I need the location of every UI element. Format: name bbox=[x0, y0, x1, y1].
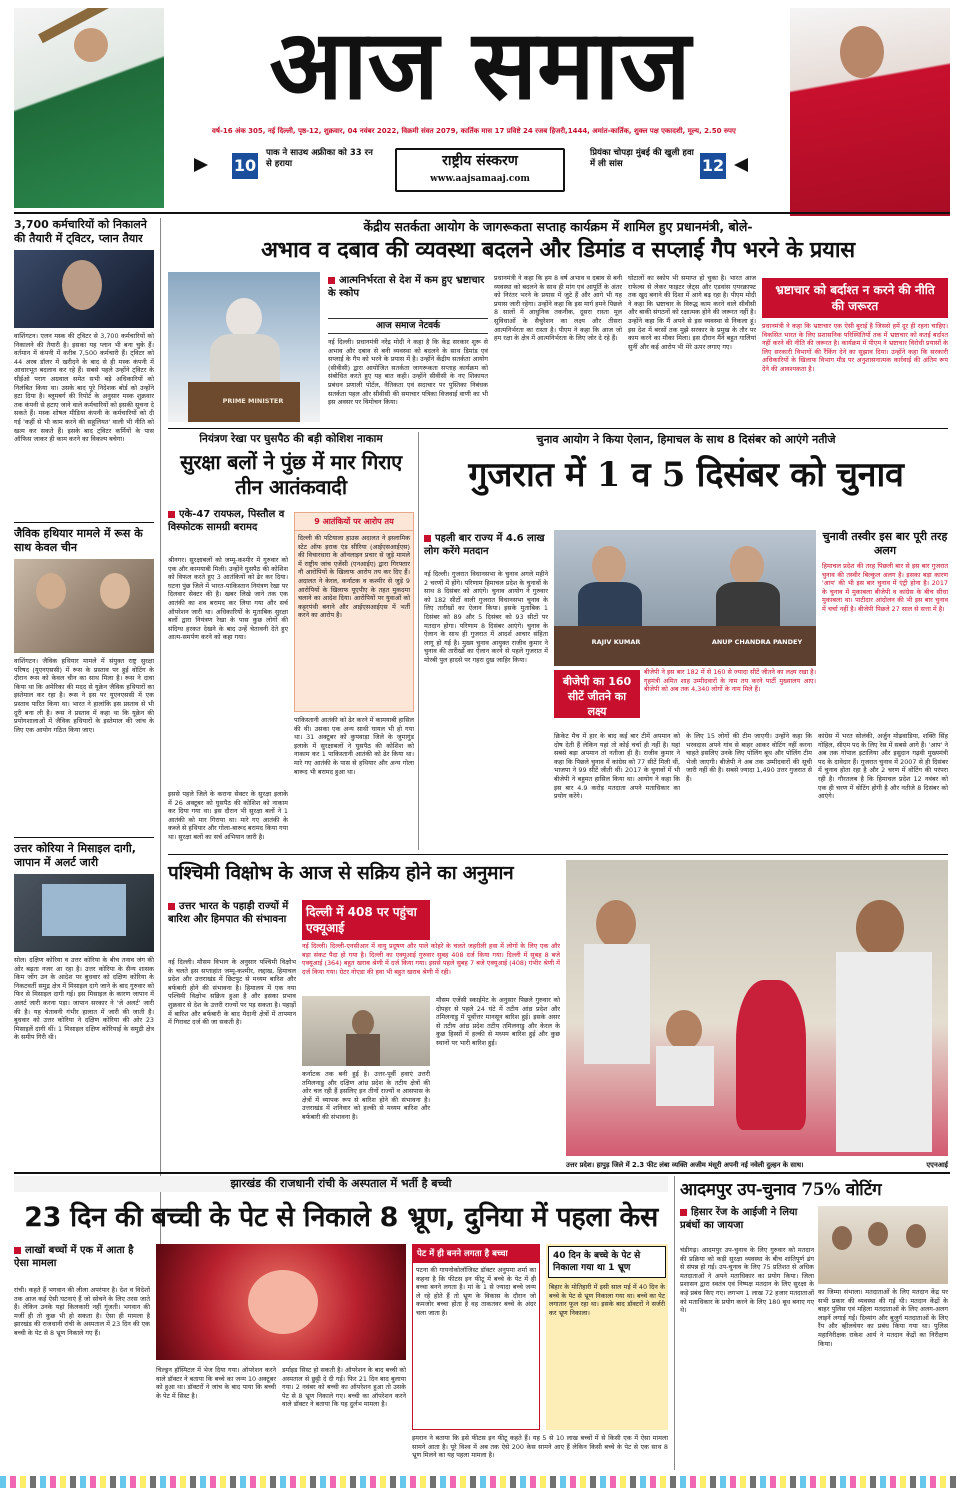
lead-body-2: प्रधानमंत्री ने कहा कि हम 8 वर्ष अभाव व दबाव से बनी व्यवस्था को बदलने के साथ ही मांग एवं आपूर्ति के अंतर को निरंतर भरने के प्रयास में जुटे हैं और आगे भी यह प्रयास जारी रहेगा। उन्होंने कहा कि इस मार्ग हमने पिछले 8 सालों में आधुनिक तकनीक, दूसरा रास्ता मूल सुविधाओं के सैचुरेशन का लक्ष्य और तीसरा आत्मनिर्भरता का रास्ता है। पीएम ने कहा कि आज जो हम रक्षा के क्षेत्र में आत्मनिर्भरता के लिए जोर दे रहे हैं। bbox=[494, 274, 622, 343]
aqi-body: नई दिल्ली। दिल्ली-एनसीआर में वायु प्रदूषण और पाले कोहरे के चलते जहरीली हवा में लोगों के लिए एक और बड़ा संकट पैदा हो गया है। दिल्ली का एक्यूआई गुरुवार सुबह 408 दर्ज किया गया। दिल्ली में सुबह 8 बजे एक्यूआई (364) बहुत खराब श्रेणी में दर्ज किया गया। इससे पहले सुबह 7 बजे एक्यूआई (408) गंभीर श्रेणी में दर्ज किया गया। ग्रेटर नोएडा की हवा भी बहुत खराब श्रेणी में रही। bbox=[302, 942, 560, 976]
bullet-square-icon bbox=[168, 511, 175, 518]
lead-body-3: घोटालों का स्कोप भी समाप्त हो चुका है। भारत आज राफेल्स से लेकर फाइटर जेट्स और एडवांस एयरक्राफ्ट तक खुद बनाने की दिशा में आगे बढ़ रहा है। पीएम मोदी ने कहा कि भ्रष्टाचार के विरुद्ध काम करने वाले सीवीसी और बाकी संगठनों को रक्षात्मक होने की जरूरत नहीं है। उन्होंने कहा कि मैं अपने से इस व्यवस्था से निकला हूं। इस देश में बरसों तक मुझे सरकार के प्रमुख के तौर पर काम करने का मौका मिला। इस दौरान मैंने बहुत गालियां सुनीं और कई आरोप भी मेरे ऊपर लगाए गए। bbox=[628, 274, 756, 351]
lead-headline: अभाव व दबाव की व्यवस्था बदलने और डिमांड व सप्लाई गैप भरने के प्रयास bbox=[261, 238, 855, 263]
bio-weapon-headline: जैविक हथियार मामले में रूस के साथ केवल चीन bbox=[14, 527, 143, 554]
bullet-square-icon bbox=[168, 903, 175, 910]
photo-label-2: ANUP CHANDRA PANDEY bbox=[711, 638, 803, 646]
gujarat-body-3: के लिए 15 लोगों की टीम जाएगी। उन्होंने कहा कि भरवदास अपने गांव से बाहर आकर वोटिंग नहीं करना चाहते इसलिए उनके लिए पोलिंग बूथ और पोलिंग टीम भेजी जाएगी। बीजेपी ने अब तक उम्मीदवारों की सूची जारी नहीं की है। सबसे ज्यादा 1,490 उत्तर गुजरात से हैं। bbox=[686, 732, 812, 783]
teaser-left[interactable] bbox=[190, 146, 380, 186]
ranchi-subhead: लाखों बच्चों में एक में आता है ऐसा मामला bbox=[14, 1245, 134, 1269]
photo-label-1: RAJIV KUMAR bbox=[591, 638, 641, 646]
adampur-body-2: का जिम्मा संभाला। मतदाताओं के लिए मतदान केंद्र पर सभी प्रकार की व्यवस्था की गई थी। मतदान केंद्रों के बाहर पुलिस एवं महिला मतदाताओं के लिए अलग-अलग लाइनें लगाई गईं। दिव्यांग और बुजुर्ग मतदाताओं के लिए रैंप और व्हीलचेयर का प्रबंध किया गया था। पुलिस महानिरीक्षक राकेश आर्य ने मतदान केंद्रों का निरीक्षण किया। bbox=[818, 1288, 948, 1348]
ranchi-body-3: डर्माइड सिस्ट हो सकती है। ऑपरेशन के बाद बच्ची को अस्पताल से छुट्टी दे दी गई। फिर 21 दिन बाद बुलाया गया। 2 नवंबर को बच्ची का ऑपरेशन हुआ तो उसके पेट से 8 भ्रूण निकाले गए। बच्ची का ऑपरेशन करने वाले डॉक्टर ने बताया कि यह दुर्लभ मामला है। bbox=[282, 1366, 406, 1409]
security-subhead: एके-47 रायफल, पिस्तौल व विस्फोटक सामग्री बरामद bbox=[168, 509, 285, 533]
weather-headline: पश्चिमी विक्षोभ के आज से सक्रिय होने का अनुमान bbox=[168, 862, 514, 884]
nia-box bbox=[294, 512, 414, 712]
ranchi-headline: 23 दिन की बच्ची के पेट से निकाले 8 भ्रूण, दुनिया में पहला केस bbox=[24, 1202, 658, 1233]
nia-box-title: 9 आतंकियों पर आरोप तय bbox=[295, 513, 413, 531]
lead-subhead: आत्मनिर्भरता से देश में कम हुए भ्रष्टाचार के स्कोप bbox=[328, 275, 485, 299]
security-body-2: इससे पहले जिले के कराना सेक्टर के सुरक्षा इलाके में 26 अक्टूबर को घुसपैठ की कोशिश को नाकाम कर दिया गया था। इस दौरान भी सुरक्षा बलों ने 1 आतंकी को मार गिराया था। मारे गए आतंकी के कब्जे से हथियार और गोला-बारूद बरामद किया गया था। सुरक्षा बलों का सर्च अभियान जारी है। bbox=[168, 790, 288, 841]
gujarat-body-1: नई दिल्ली। गुजरात विधानसभा के चुनाव अगले महीने 2 चरणों में होंगे। परिणाम हिमाचल प्रदेश के चुनावों के साथ 8 दिसंबर को आएंगे। चुनाव आयोग ने गुरुवार को 182 सीटों वाली गुजरात विधानसभा चुनाव के लिए तारीखों का ऐलान किया। इसके मुताबिक 1 दिसंबर को 89 और 5 दिसंबर को 93 सीटों पर मतदान होगा। परिणाम 8 दिसंबर आएंगे। चुनाव के ऐलान के साथ ही गुजरात में आदर्श आचार संहिता लागू हो गई है। मुख्य चुनाव आयुक्त राजीव कुमार ने चुनाव की तारीखों का ऐलान करने से पहले गुजरात में मोरबी पुल हादसे पर गहरा दुख जाहिर किया। bbox=[424, 570, 548, 664]
edition-box bbox=[395, 148, 565, 192]
nia-box-body: दिल्ली की पटियाला हाउस अदालत ने इस्लामिक स्टेट ऑफ इराक एंड सीरिया (आईएसआईएस) की विचारधारा के ऑनलाइन प्रचार से जुड़े मामले में राष्ट्रीय जांच एजेंसी (एनआईए) द्वारा गिरफ्तार नौ आरोपियों के खिलाफ आरोप तय कर दिए हैं। अदालत ने केरल, कर्नाटक व कश्मीर से जुड़े 9 आरोपियों के खिलाफ यूएपीए के तहत मुकदमा चलाने का आदेश दिया। आरोपियों पर युवाओं को कट्टरपंथी बनाने और आईएसआईएस में भर्ती करने का आरोप है। bbox=[298, 534, 410, 620]
gujarat-body-2: क्रिकेट मैच में हार के बाद कई बार टीमें अपमान को दोष देती हैं लेकिन यहां तो कोई चर्चा ही नहीं है। यहां सबसे बड़ा अपमान तो नतीजा ही है। राजीव कुमार ने कहा कि पिछले चुनाव में कांग्रेस को 77 सीटें मिली थीं, भाजपा ने 99 सीटें जीती थीं। 2017 के चुनावों में भी बीजेपी ने बहुमत हासिल किया था। आयोग ने कहा कि इस बार 4.9 करोड़ मतदाता अपने मताधिकार का प्रयोग करेंगे। bbox=[554, 732, 680, 801]
pm-modi-photo bbox=[168, 272, 320, 422]
actress-photo bbox=[790, 8, 950, 216]
gujarat-headline: गुजरात में 1 व 5 दिसंबर को चुनाव bbox=[468, 455, 904, 495]
weather-body-1: नई दिल्ली। मौसम विभाग के अनुसार पश्चिमी विक्षोभ के चलते इस सप्ताहांत जम्मू-कश्मीर, लद्दाख, हिमाचल प्रदेश और उत्तराखंड में छिटपुट से मध्यम बारिश और बर्फबारी होने की संभावना है। हिमालय में एक नया पश्चिमी विक्षोभ सक्रिय हुआ है और इसका प्रभाव शुक्रवार से देश के उत्तरी राज्यों पर पड़ सकता है। पहाड़ों में बारिश और बर्फबारी के बाद मैदानी क्षेत्रों में तापमान में गिरावट दर्ज की जा सकती है। bbox=[168, 958, 296, 1027]
teaser-right-text: प्रियंका चोपड़ा मुंबई की खुली हवा में ली सांस bbox=[590, 148, 694, 169]
weather-body-2: कर्नाटक तक बनी हुई है। उत्तर-पूर्वी हवाएं उत्तरी तमिलनाडु और दक्षिण आंध्र प्रदेश के तटीय क्षेत्रों की ओर चल रही हैं इसलिए इन तीनों राज्यों व आसपास के क्षेत्रों में व्यापक रूप से बारिश होने की संभावना है। उत्तराखंड में शनिवार को हल्की से मध्यम बारिश और बर्फबारी की संभावना है। bbox=[302, 1070, 430, 1121]
wedding-photo bbox=[566, 860, 948, 1156]
lead-body-1: नई दिल्ली। प्रधानमंत्री नरेंद्र मोदी ने कहा है कि केंद्र सरकार शुरू से अभाव और दबाव से बनी व्यवस्था को बदलने के साथ डिमांड एवं सप्लाई के गैप को भरने के प्रयास में है। उन्होंने केंद्रीय सतर्कता आयोग (सीवीसी) द्वारा आयोजित सतर्कता जागरूकता सप्ताह कार्यक्रम को संबोधित करते हुए यह बात कही। उन्होंने सीवीसी के नए शिकायत प्रबंधन प्रणाली पोर्टल, नैतिकता एवं सदाचार पर पुस्तिका निबंधक सतर्कता पहल और सीवीसी की समाचार पत्रिका विजवाई वाणी का भी इस अवसर पर विमोचन किया। bbox=[328, 338, 488, 407]
corruption-sidebar bbox=[762, 278, 948, 422]
adampur-subhead: हिसार रेंज के आईजी ने लिया प्रबंधों का जायजा bbox=[680, 1207, 798, 1231]
teaser-left-text: पाक ने साउथ अफ्रीका को 33 रन से हराया bbox=[266, 148, 373, 169]
wedding-photo-caption: उत्तर प्रदेश। हापुड़ जिले में 2.3 फीट लंबा व्यक्ति अजीम मंसूरी अपनी नई नवेली दुल्हन के साथ। bbox=[566, 1161, 804, 1169]
masthead-rule bbox=[14, 212, 950, 214]
korea-body: सोल। दक्षिण कोरिया व उत्तर कोरिया के बीच तनाव जंग की ओर बढ़ता नजर आ रहा है। उत्तर कोरिया के सैन्य शासक किम जोंग उन के आदेश पर बुधवार को दक्षिण कोरिया के निकटवर्ती समुद्र क्षेत्र में मिसाइल दागे जाने के बाद गुरुवार को फिर से मिसाइल दागी गई। इस मिसाइल के कारण जापान में अलर्ट जारी करना पड़ा। जापान सरकार ने 'जे अलर्ट' जारी की है। यह चेतावनी गंभीर हालात में जारी की जाती है। बुधवार को उत्तर कोरिया ने दक्षिण कोरिया की ओर 23 मिसाइलें दागी थीं। 1 मिसाइल दक्षिण कोरियाई के समुद्री क्षेत्र के समीप गिरी थी। bbox=[14, 956, 154, 1042]
putin-xi-photo bbox=[14, 559, 154, 653]
teaser-left-page: 10 bbox=[232, 153, 258, 179]
bjp-target-box: बीजेपी का 160 सीटें जीतने का लक्ष्य bbox=[554, 670, 640, 718]
wedding-photo-credit: एएनआई bbox=[926, 1161, 948, 1169]
twitter-body: वाशिंगटन। एलन मस्क की ट्विटर से 3,700 कर्मचारियों को निकालने की तैयारी है। इसका यह प्लान भी बना चुके हैं। वर्तमान में कंपनी में करीब 7,500 कर्मचारी हैं। ट्विटर को 44 अरब डॉलर में खरीदने के बाद से ही मस्क कंपनी में आधारभूत बदलाव कर रहे हैं। सबसे पहले उन्होंने ट्विटर के सीईओ पराग अग्रवाल समेत सभी बड़े अधिकारियों को निलंबित किया था। उसके बाद पूरे निदेशक बोर्ड को उन्होंने हटा दिया है। ब्लूमबर्ग की रिपोर्ट के अनुसार मस्क शुक्रवार तक कंपनी से हटाए जाने वाले कर्मचारियों को इसकी सूचना दे सकते हैं। मस्क शोषल मीडिया कंपनी के कर्मचारियों को दी गई 'कहीं से भी काम करने की सहूलियत' वाली भी नीति को खत्म कर सकते हैं। इसके बाद ट्विटर कर्मियों के पास ऑफिस जाकर ही काम करने का विकल्प बचेगा। bbox=[14, 332, 154, 444]
gujarat-body-4: कांग्रेस में भरत सोलंकी, अर्जुन मोढवाडिया, शक्ति सिंह गोहिल, सीएम पद के लिए रेस में सबसे आगे हैं। 'आप' ने अब तक गोपाल इटालिया और इसुदान गढ़वी मुख्यमंत्री पद के दावेदार हैं। गुजरात चुनाव में 2007 से ही दिसंबर में चुनाव होता रहा है और 2 चरण में वोटिंग की परंपरा रही है। गौरतलब है कि हिमाचल प्रदेश 12 नवंबर को एक ही चरण में वोटिंग होगी है और नतीजे 8 दिसंबर को आएंगे। bbox=[818, 732, 948, 801]
fetus-box-1-body: पटना की गायनोकोलॉजिस्ट डॉक्टर अनुपमा शर्मा का कहना है कि फीटस इन फीटू में बच्चे के पेट में ही बच्चा बनने लगता है। मां के 1 से ज्यादा बच्चे जन्म ले रहे होते हैं तो भ्रूण के विकास के दौरान जो कमजोर बच्चा होता है वह ताकतवर बच्चे के अंदर चला जाता है। bbox=[416, 1266, 536, 1317]
election-commissioners-photo bbox=[554, 530, 816, 666]
bullet-square-icon bbox=[328, 277, 335, 284]
korea-headline: उत्तर कोरिया ने मिसाइल दागी, जापान में अलर्ट जारी bbox=[14, 842, 136, 869]
missile-tv-photo bbox=[14, 874, 154, 952]
security-headline: सुरक्षा बलों ने पुंछ में मार गिराए तीन आतंकवादी bbox=[180, 450, 402, 499]
corruption-sidebar-headline: भ्रष्टाचार को बर्दाश्त न करने की नीति की जरूरत bbox=[762, 278, 948, 318]
ranchi-body-1: रांची। कहते हैं भगवान की लीला अपरंपार है। देश व विदेशों तक आज कई ऐसी घटनाएं हैं जो सोचने के लिए तरस जाते हैं। लेकिन उनके यहां किलकारी नहीं गूंजती। भगवान की मर्जी ही तो कुछ भी हो सकता है। ऐसा ही मामला है झारखंड की राजधानी रांची के अस्पताल में 23 दिन की एक बच्ची के पेट से 8 भ्रूण निकाले गए हैं। bbox=[14, 1286, 150, 1337]
gujarat-subhead: पहली बार राज्य में 4.6 लाख लोग करेंगे मतदान bbox=[424, 533, 545, 557]
security-body-3: पाकिस्तानी आतंकी को ढेर करने में कामयाबी हासिल की थी। उसका एक अन्य साथी घायल भी हो गया था। 31 अक्टूबर को कुपवाड़ा जिले के जुमागुंड इलाके में सुरक्षाबलों ने घुसपैठ की कोशिश को नाकाम कर 1 पाकिस्तानी आतंकी को ढेर किया था। मारे गए आतंकी के पास से हथियार और अन्य गोला बारूद भी बरामद हुआ था। bbox=[294, 716, 414, 776]
bullet-square-icon bbox=[680, 1209, 687, 1216]
smog-photo bbox=[302, 996, 430, 1066]
twitter-headline: 3,700 कर्मचारियों को निकालने की तैयारी में ट्विटर, प्लान तैयार bbox=[14, 218, 147, 245]
voters-photo bbox=[818, 1206, 948, 1284]
weather-subhead: उत्तर भारत के पहाड़ी राज्यों में बारिश और हिमपात की संभावना bbox=[168, 901, 289, 925]
lead-kicker: केंद्रीय सतर्कता आयोग के जागरूकता सप्ताह कार्यक्रम में शामिल हुए प्रधानमंत्री, बोले- bbox=[363, 219, 753, 234]
bullet-square-icon bbox=[424, 535, 431, 542]
ranchi-body-2: चिल्ड्रन हॉस्पिटल में भेज दिया गया। ऑपरेशन करने वाले डॉक्टर ने बताया कि बच्चे का जन्म 10 अक्टूबर को हुआ था। डॉक्टरों ने जांच के बाद पाया कि बच्ची के पेट में सिस्ट है। bbox=[156, 1366, 276, 1400]
website[interactable]: www.aajsamaaj.com bbox=[430, 174, 530, 184]
fetus-illustration bbox=[156, 1244, 406, 1360]
fetus-box-2-body: बिहार के मोतिहारी में इसी साल मई में 40 दिन के बच्चे के पेट से भ्रूण निकाला गया था। बच्चे का पेट लगातार फूल रहा था। इसके बाद डॉक्टरों ने सर्जरी कर भ्रूण निकाला। bbox=[549, 1283, 665, 1317]
ranchi-kicker: झारखंड की राजधानी रांची के अस्पताल में भर्ती है बच्ची bbox=[14, 1176, 668, 1192]
fetus-box-1 bbox=[412, 1244, 540, 1430]
fetus-box-1-title: पेट में ही बनने लगता है बच्चा bbox=[413, 1245, 539, 1263]
fetus-box-2 bbox=[546, 1244, 668, 1430]
bio-weapon-body: वाशिंगटन। जैविक हथियार मामले में संयुक्त राष्ट्र सुरक्षा परिषद (यूएनएससी) में रूस के प्रस्ताव पर हुई वोटिंग के दौरान रूस को केवल चीन का साथ मिला है। रूस ने दावा किया था कि अमेरिका की मदद से यूक्रेन जैविक हथियारों का इस्तेमाल कर रहा है। रूस ने इस पर यूएनएससी में एक प्रस्ताव पारित किया था। भारत ने हालांकि इस प्रस्ताव से भी दूरी बना ली है। रूस ने प्रस्ताव में कहा था कि यूक्रेन की प्रयोगशालाओं में जैविक हथियारों के इस्तेमाल की जांच के लिए एक आयोग गठित किया जाए। bbox=[14, 657, 154, 734]
edition-label: राष्ट्रीय संस्करण bbox=[442, 153, 518, 169]
security-body-1: श्रीनगर। सुरक्षाबलों को जम्मू-कश्मीर में गुरुवार को एक और कामयाबी मिली। उन्होंने घुसपैठ की कोशिश को विफल करते हुए 3 आतंकियों को ढेर कर दिया। घटना पुंछ जिले में भारत-पाकिस्तान नियंत्रण रेखा पर दिलवार सेक्टर की है। खबर लिखे जाने तक एक आतंकी का शव बरामद कर लिया गया और सर्च ऑपरेशन जारी था। अधिकारियों के मुताबिक सुरक्षा बलों द्वारा नियंत्रण रेखा के पास कुछ लोगों की संदिग्ध हरकत देखने के बाद उन्हें चेतावनी देते हुए आत्म-समर्पण करने को कहा गया। bbox=[168, 556, 288, 642]
left-column bbox=[14, 218, 154, 1268]
gujarat-sidebar-headline: चुनावी तस्वीर इस बार पूरी तरह अलग bbox=[822, 530, 948, 557]
weather-body-3: मौसम एजेंसी स्काईमेट के अनुसार पिछले गुरुवार को दोपहर से पहले 24 घंटे में तटीय आंध्र प्रदेश और तमिलनाडु में पूर्वोत्तर मानसून बारिश हुई। इसके असर से तटीय आंध्र प्रदेश तटीय तमिलनाडु और केरल के कुछ हिस्सों में हल्की से मध्यम बारिश हुई और कुछ स्थानों पर भारी बारिश हुई। bbox=[436, 996, 560, 1047]
gujarat-sidebar bbox=[822, 530, 948, 728]
corruption-sidebar-body: प्रधानमंत्री ने कहा कि भ्रष्टाचार एक ऐसी बुराई है जिससे हमें दूर ही रहना चाहिए। विकसित भारत के लिए प्रशासनिक परिस्थितियों तक में भ्रष्टाचार को कतई बर्दाश्त नहीं करने की नीति की जरूरत है। कार्यक्रम में पीएम ने भ्रष्टाचार विरोधी प्रयासों के लिए सरकारी विभागों की रैंकिंग देने का सुझाव दिया। उन्होंने कहा कि सरकारी अधिकारियों के खिलाफ विभाग मौड पर अनुशासनात्मक कार्रवाई की अंतिम रूप देने की आवश्यकता है। bbox=[762, 322, 948, 373]
cricketer-photo bbox=[14, 8, 164, 208]
ranchi-body-4: इमरान ने बताया कि इसे फीटस इन फीटू कहते हैं। यह 5 से 10 लाख बच्चों में से किसी एक में ऐसा मामला सामने आता है। पूरे विश्व में अब तक ऐसे 200 केस सामने आए हैं लेकिन किसी बच्चे के पेट से एक साथ 8 भ्रूण मिलने का यह पहला मामला है। bbox=[412, 1434, 668, 1460]
teaser-right[interactable] bbox=[590, 146, 770, 186]
gujarat-kicker: चुनाव आयोग ने किया ऐलान, हिमाचल के साथ 8 दिसंबर को आएंगे नतीजे bbox=[536, 433, 836, 446]
gujarat-sidebar-body: हिमाचल प्रदेश की तरह पिछली बार से इस बार गुजरात चुनाव की तस्वीर बिल्कुल अलग है। इसका बड़ा कारण 'आप' की भी इस बार चुनाव में एंट्री होना है। 2017 के चुनाव में मुकाबला बीजेपी व कांग्रेस के बीच सीधा मुकाबला था। पाटीदार आंदोलन की भी इस बार चुनाव में चर्चा नहीं है। बीजेपी पिछले 27 साल से सत्ता में है। bbox=[822, 562, 948, 613]
teaser-right-page: 12 bbox=[700, 153, 726, 179]
pm-photo-caption: PRIME MINISTER bbox=[222, 397, 284, 405]
arrow-left-icon bbox=[734, 158, 748, 172]
bullet-square-icon bbox=[14, 1247, 21, 1254]
adampur-body-1: चंडीगढ़। आदमपुर उप-चुनाव के लिए गुरुवार को मतदान की प्रक्रिया को कड़ी सुरक्षा व्यवस्था के बीच शांतिपूर्ण ढंग से संपन्न हो गई। उप-चुनाव के लिए 75 प्रतिशत से अधिक मतदाताओं ने अपने मताधिकार का प्रयोग किया। जिला प्रशासन द्वारा स्वतंत्र एवं निष्पक्ष मतदान के लिए सुरक्षा के कड़े प्रबंध किए गए। लगभग 1 लाख 72 हजार मतदाताओं को मताधिकार के प्रयोग करने के लिए 180 बूथ बनाए गए थे। bbox=[680, 1246, 814, 1315]
elon-musk-photo bbox=[14, 250, 154, 328]
dateline: वर्ष-16 अंक 305, नई दिल्ली, पृष्ठ-12, शुक्रवार, 04 नवंबर 2022, विक्रमी संवत 2079, कार्तिक मास 17 प्रविष्टे 24 रजब हिजरी,1444, अमांत-कार्तिक, शुक्ल पक्ष एकादशी, मूल्य, 2.50 रुपए bbox=[212, 127, 736, 135]
arrow-right-icon bbox=[194, 158, 208, 172]
print-registration-bar bbox=[0, 1476, 960, 1488]
adampur-headline: आदमपुर उप-चुनाव 75% वोटिंग bbox=[680, 1180, 882, 1200]
gujarat-photo-caption: बीजेपी ने इस बार 182 में से 160 से ज्यादा सीटें जीतने का लक्ष्य रखा है। गृहमंत्री अमित शाह उम्मीदवारों के नाम तय करने पार्टी मुख्यालय आए। बीजेपी को अब तक 4,340 लोगों के नाम मिले हैं। bbox=[644, 668, 816, 694]
lead-byline: आज समाज नेटवर्क bbox=[328, 318, 488, 334]
security-kicker: नियंत्रण रेखा पर घुसपैठ की बड़ी कोशिश नाकाम bbox=[199, 433, 383, 445]
aqi-title: दिल्ली में 408 पर पहुंचा एक्यूआई bbox=[302, 900, 430, 940]
fetus-box-2-title: 40 दिन के बच्चे के पेट से निकाला गया था 1 भ्रूण bbox=[548, 1246, 666, 1278]
masthead-title: आज समाज bbox=[269, 8, 691, 121]
